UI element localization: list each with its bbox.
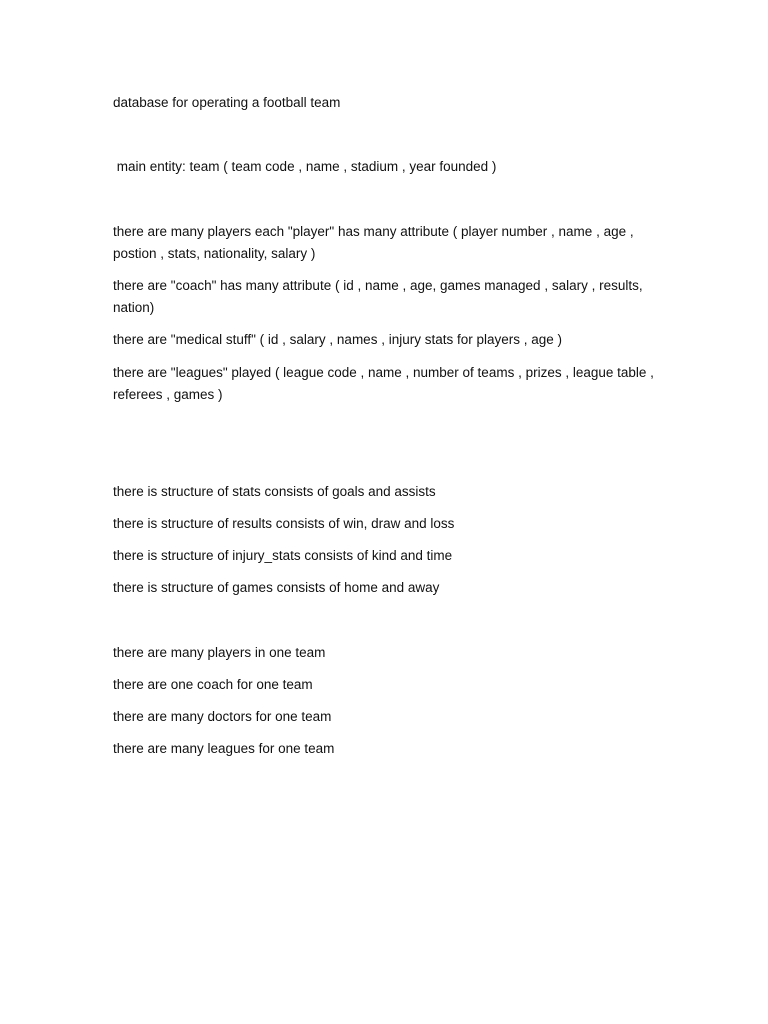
relationship-players-line: there are many players in one team — [113, 645, 326, 660]
relationship-leagues-line: there are many leagues for one team — [113, 741, 335, 756]
entity-leagues-line: there are "leagues" played ( league code , name , number of teams , prizes , league table , referees , games ) — [113, 365, 654, 402]
structure-games-line: there is structure of games consists of home and away — [113, 580, 440, 595]
relationship-doctors-line: there are many doctors for one team — [113, 709, 332, 724]
entity-players-line: there are many players each "player" has many attribute ( player number , name , age , postion , stats, nationality, salary ) — [113, 224, 634, 261]
document-title: database for operating a football team — [113, 95, 341, 110]
structure-injury-line: there is structure of injury_stats consists of kind and time — [113, 548, 453, 563]
structure-stats-line: there is structure of stats consists of goals and assists — [113, 484, 436, 499]
main-entity-line: main entity: team ( team code , name , stadium , year founded ) — [113, 159, 497, 174]
entity-medical-line: there are "medical stuff" ( id , salary , names , injury stats for players , age ) — [113, 332, 563, 347]
entity-coach-line: there are "coach" has many attribute ( id , name , age, games managed , salary , results, nation) — [113, 278, 643, 315]
relationship-coach-line: there are one coach for one team — [113, 677, 313, 692]
structure-results-line: there is structure of results consists of win, draw and loss — [113, 516, 455, 531]
